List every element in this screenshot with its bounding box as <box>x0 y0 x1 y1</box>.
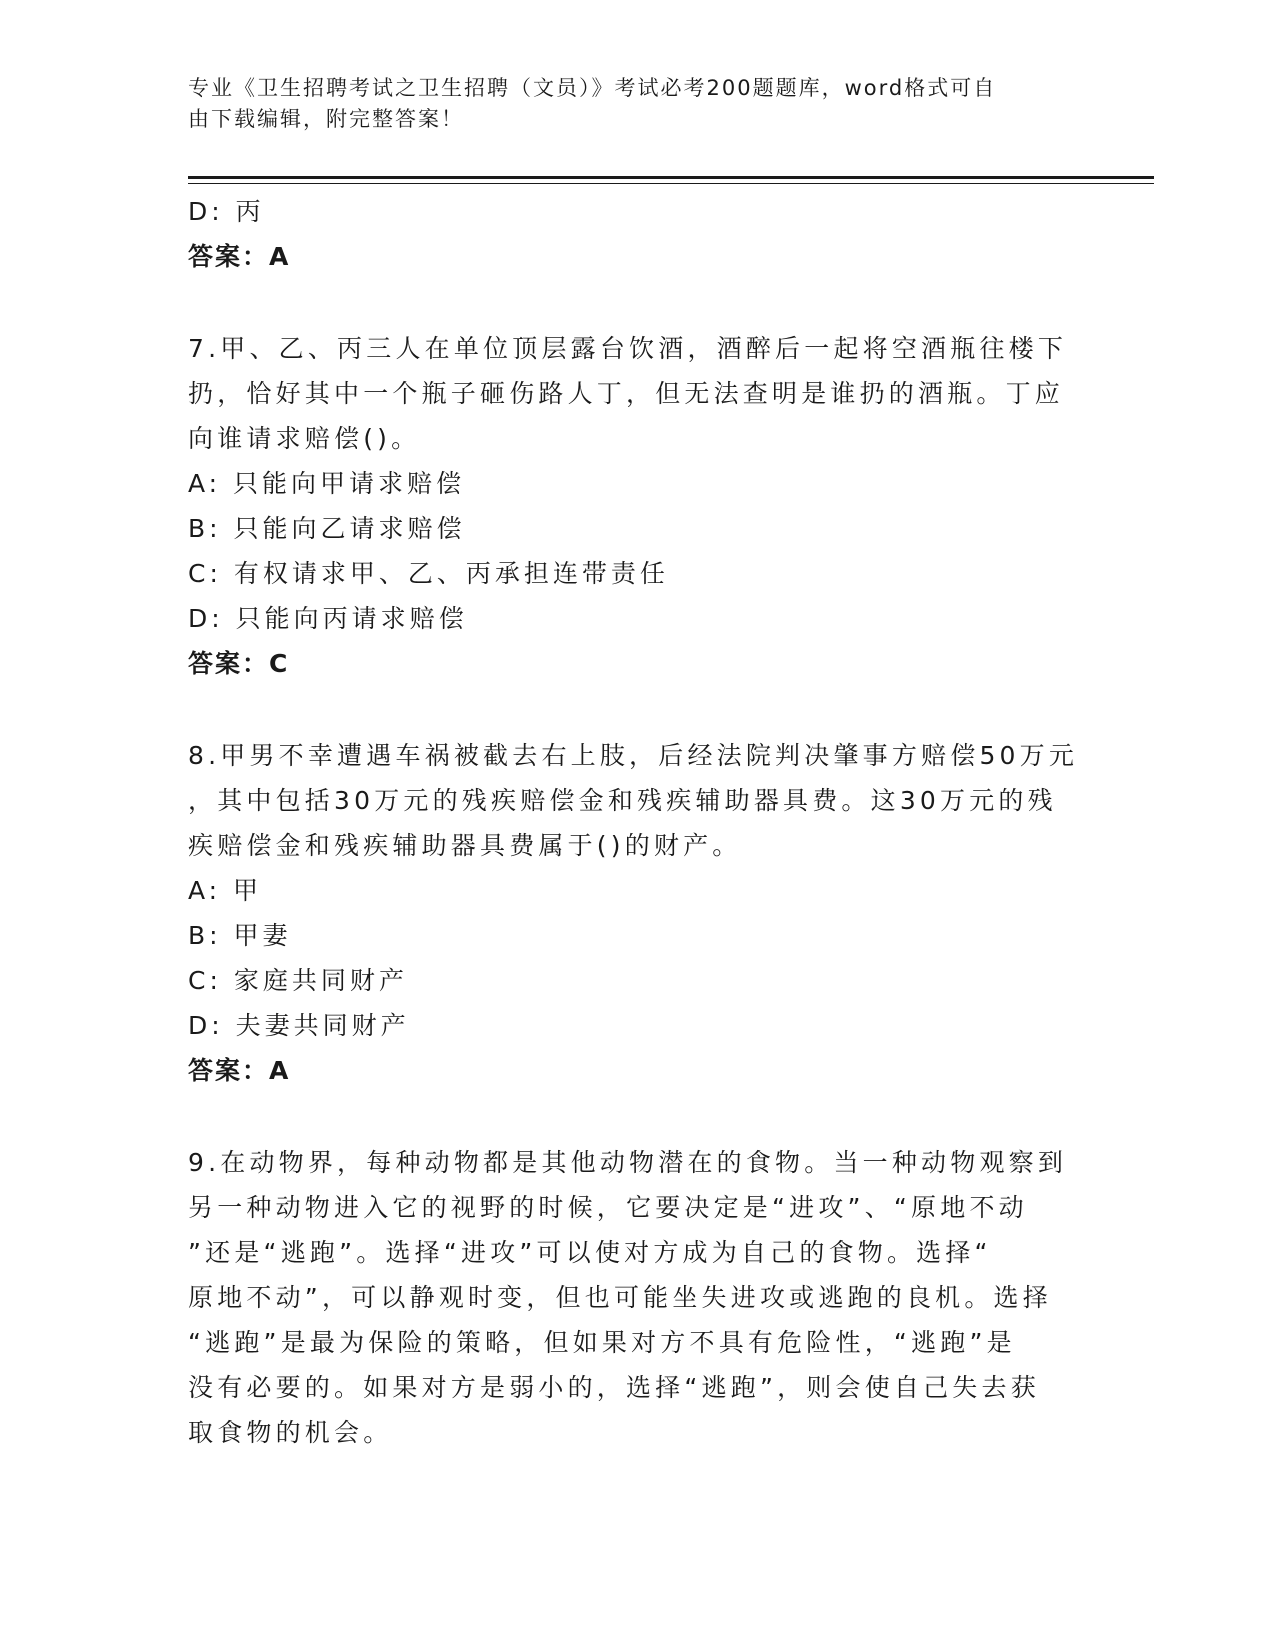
option-b: B: 只能向乙请求赔偿 <box>188 514 466 543</box>
question-text-line: 扔，恰好其中一个瓶子砸伤路人丁，但无法查明是谁扔的酒瓶。丁应 <box>188 379 1065 408</box>
question-text-line: 原地不动”，可以静观时变，但也可能坐失进攻或逃跑的良机。选择 <box>188 1283 1052 1312</box>
answer-line: 答案：C <box>188 649 290 678</box>
header-line-1: 专业《卫生招聘考试之卫生招聘（文员）》考试必考200题题库，word格式可自 <box>188 76 997 100</box>
question-text-line: 没有必要的。如果对方是弱小的，选择“逃跑”，则会使自己失去获 <box>188 1373 1040 1402</box>
option-d: D: 只能向丙请求赔偿 <box>188 604 468 633</box>
question-text-line: 向谁请求赔偿()。 <box>188 424 421 453</box>
header-divider-thin <box>188 183 1154 184</box>
question-text-line: “逃跑”是最为保险的策略，但如果对方不具有危险性，“逃跑”是 <box>188 1328 1016 1357</box>
question-6-tail <box>188 189 1088 279</box>
document-body <box>188 189 1088 1455</box>
question-text-line: 另一种动物进入它的视野的时候，它要决定是“进攻”、“原地不动 <box>188 1193 1028 1222</box>
question-text-line: 8.甲男不幸遭遇车祸被截去右上肢，后经法院判决肇事方赔偿50万元 <box>188 741 1079 770</box>
option-b: B: 甲妻 <box>188 921 292 950</box>
answer-line: 答案：A <box>188 1056 291 1085</box>
question-text-line: 7.甲、乙、丙三人在单位顶层露台饮酒，酒醉后一起将空酒瓶往楼下 <box>188 334 1068 363</box>
header-divider-thick <box>188 176 1154 179</box>
question-text-line: 疾赔偿金和残疾辅助器具费属于()的财产。 <box>188 831 742 860</box>
question-text-line: ”还是“逃跑”。选择“进攻”可以使对方成为自己的食物。选择“ <box>188 1238 992 1267</box>
option-d: D: 夫妻共同财产 <box>188 1011 410 1040</box>
document-header <box>188 73 1078 135</box>
option-a: A: 只能向甲请求赔偿 <box>188 469 466 498</box>
option-a: A: 甲 <box>188 876 263 905</box>
header-line-2: 由下载编辑，附完整答案！ <box>188 107 464 131</box>
question-text <box>188 733 1088 868</box>
option-c: C: 有权请求甲、乙、丙承担连带责任 <box>188 559 669 588</box>
question-8 <box>188 733 1088 1093</box>
question-7 <box>188 326 1088 686</box>
option-c: C: 家庭共同财产 <box>188 966 408 995</box>
question-text-line: 9.在动物界，每种动物都是其他动物潜在的食物。当一种动物观察到 <box>188 1148 1068 1177</box>
question-9 <box>188 1140 1088 1455</box>
question-text-line: 取食物的机会。 <box>188 1418 393 1447</box>
question-text-line: ，其中包括30万元的残疾赔偿金和残疾辅助器具费。这30万元的残 <box>188 786 1057 815</box>
answer-line: 答案：A <box>188 242 291 271</box>
option-d: D: 丙 <box>188 197 265 226</box>
question-text <box>188 1140 1088 1455</box>
question-text <box>188 326 1088 461</box>
